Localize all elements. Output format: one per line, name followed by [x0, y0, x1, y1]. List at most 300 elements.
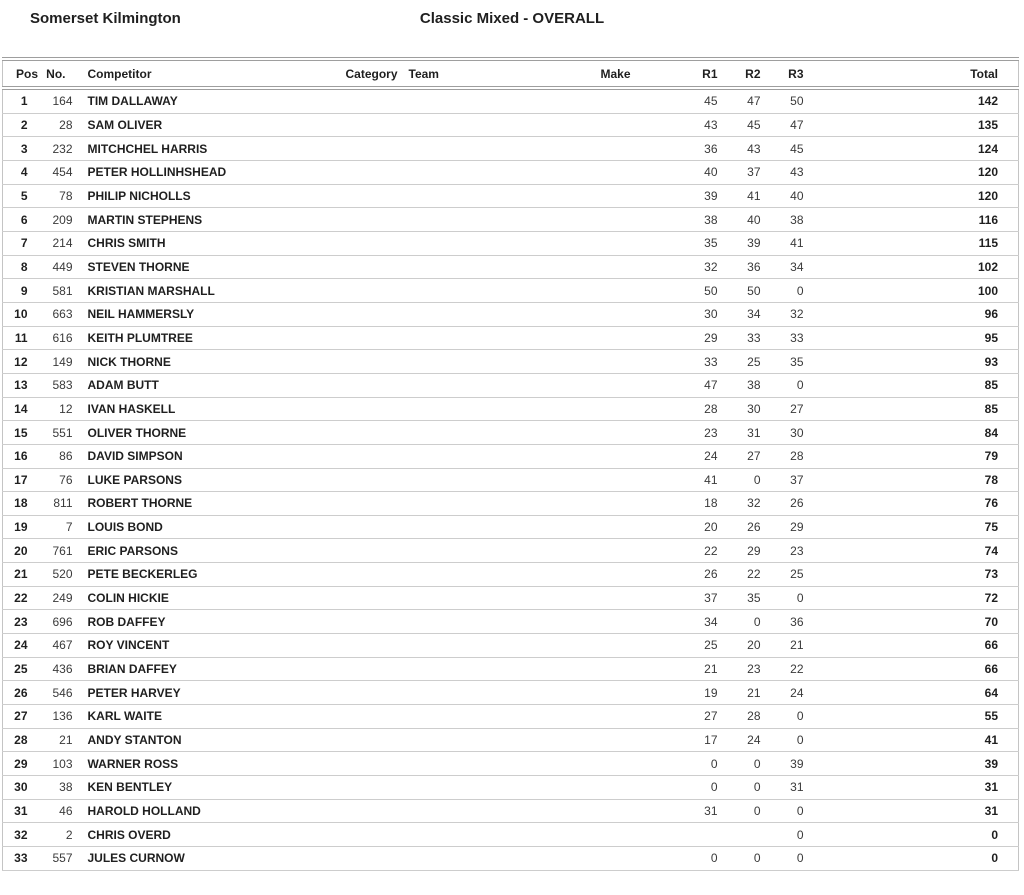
- table-row: [3, 88, 1019, 113]
- cell-no: 86: [31, 444, 73, 468]
- cell-r2: 29: [720, 539, 763, 563]
- cell-total: 74: [806, 539, 1019, 563]
- cell-no: 520: [31, 563, 73, 587]
- cell-r3: 0: [763, 373, 806, 397]
- cell-category: [346, 279, 409, 303]
- table-row: [3, 823, 1019, 847]
- cell-pos: 25: [3, 657, 31, 681]
- cell-r2: 35: [720, 586, 763, 610]
- cell-pos: 20: [3, 539, 31, 563]
- cell-pos: 8: [3, 255, 31, 279]
- cell-make: [601, 563, 661, 587]
- table-row: [3, 255, 1019, 279]
- cell-competitor: ROB DAFFEY: [73, 610, 346, 634]
- cell-r2: 24: [720, 728, 763, 752]
- cell-no: 214: [31, 231, 73, 255]
- cell-r3: 22: [763, 657, 806, 681]
- cell-team: [409, 799, 601, 823]
- cell-r3: 25: [763, 563, 806, 587]
- cell-total: 95: [806, 326, 1019, 350]
- cell-total: 85: [806, 397, 1019, 421]
- column-header-r2: R2: [720, 59, 763, 88]
- cell-no: 2: [31, 823, 73, 847]
- cell-r2: 50: [720, 279, 763, 303]
- cell-make: [601, 279, 661, 303]
- cell-r2: 38: [720, 373, 763, 397]
- cell-make: [601, 610, 661, 634]
- cell-category: [346, 326, 409, 350]
- cell-no: 761: [31, 539, 73, 563]
- cell-team: [409, 681, 601, 705]
- cell-competitor: ROY VINCENT: [73, 634, 346, 658]
- cell-team: [409, 88, 601, 113]
- cell-total: 100: [806, 279, 1019, 303]
- cell-no: 21: [31, 728, 73, 752]
- cell-r2: 37: [720, 160, 763, 184]
- cell-pos: 18: [3, 492, 31, 516]
- event-title: Somerset Kilmington: [30, 10, 181, 27]
- cell-team: [409, 231, 601, 255]
- cell-r2: 0: [720, 610, 763, 634]
- cell-total: 72: [806, 586, 1019, 610]
- cell-competitor: WARNER ROSS: [73, 752, 346, 776]
- cell-total: 66: [806, 657, 1019, 681]
- cell-competitor: LOUIS BOND: [73, 515, 346, 539]
- cell-no: 436: [31, 657, 73, 681]
- cell-r3: 33: [763, 326, 806, 350]
- cell-pos: 19: [3, 515, 31, 539]
- cell-r1: 0: [661, 752, 720, 776]
- cell-r3: 50: [763, 88, 806, 113]
- cell-total: 31: [806, 776, 1019, 800]
- table-row: [3, 468, 1019, 492]
- cell-total: 96: [806, 302, 1019, 326]
- cell-category: [346, 515, 409, 539]
- cell-no: 103: [31, 752, 73, 776]
- cell-pos: 13: [3, 373, 31, 397]
- cell-no: 12: [31, 397, 73, 421]
- cell-r2: 33: [720, 326, 763, 350]
- cell-r2: 36: [720, 255, 763, 279]
- cell-r1: 34: [661, 610, 720, 634]
- cell-team: [409, 705, 601, 729]
- cell-no: 76: [31, 468, 73, 492]
- table-row: [3, 184, 1019, 208]
- cell-total: 64: [806, 681, 1019, 705]
- cell-r2: 0: [720, 799, 763, 823]
- cell-competitor: DAVID SIMPSON: [73, 444, 346, 468]
- table-row: [3, 752, 1019, 776]
- table-row: [3, 634, 1019, 658]
- cell-pos: 4: [3, 160, 31, 184]
- cell-no: 581: [31, 279, 73, 303]
- cell-make: [601, 208, 661, 232]
- cell-total: 41: [806, 728, 1019, 752]
- cell-r3: 35: [763, 350, 806, 374]
- table-row: [3, 539, 1019, 563]
- table-row: [3, 444, 1019, 468]
- cell-pos: 30: [3, 776, 31, 800]
- cell-r3: 0: [763, 586, 806, 610]
- cell-competitor: KARL WAITE: [73, 705, 346, 729]
- cell-r3: 38: [763, 208, 806, 232]
- cell-category: [346, 823, 409, 847]
- cell-category: [346, 705, 409, 729]
- cell-r3: 27: [763, 397, 806, 421]
- table-row: [3, 705, 1019, 729]
- cell-r2: 0: [720, 776, 763, 800]
- cell-category: [346, 657, 409, 681]
- cell-category: [346, 681, 409, 705]
- table-row: [3, 350, 1019, 374]
- cell-competitor: TIM DALLAWAY: [73, 88, 346, 113]
- cell-r1: 17: [661, 728, 720, 752]
- cell-category: [346, 88, 409, 113]
- cell-r1: 50: [661, 279, 720, 303]
- cell-make: [601, 184, 661, 208]
- cell-r2: 32: [720, 492, 763, 516]
- cell-total: 66: [806, 634, 1019, 658]
- table-row: [3, 586, 1019, 610]
- cell-r1: 22: [661, 539, 720, 563]
- table-row: [3, 776, 1019, 800]
- cell-r3: 47: [763, 113, 806, 137]
- cell-category: [346, 113, 409, 137]
- cell-no: 467: [31, 634, 73, 658]
- cell-r2: 45: [720, 113, 763, 137]
- cell-team: [409, 444, 601, 468]
- cell-r1: 24: [661, 444, 720, 468]
- cell-category: [346, 468, 409, 492]
- cell-competitor: PHILIP NICHOLLS: [73, 184, 346, 208]
- cell-total: 102: [806, 255, 1019, 279]
- cell-r3: 0: [763, 799, 806, 823]
- cell-r1: 37: [661, 586, 720, 610]
- cell-pos: 26: [3, 681, 31, 705]
- cell-r1: 20: [661, 515, 720, 539]
- cell-make: [601, 113, 661, 137]
- cell-make: [601, 350, 661, 374]
- cell-r1: 21: [661, 657, 720, 681]
- cell-total: 116: [806, 208, 1019, 232]
- cell-r3: 0: [763, 705, 806, 729]
- cell-r1: 32: [661, 255, 720, 279]
- cell-make: [601, 586, 661, 610]
- cell-r3: 26: [763, 492, 806, 516]
- table-row: [3, 113, 1019, 137]
- cell-competitor: PETER HOLLINHSHEAD: [73, 160, 346, 184]
- cell-no: 557: [31, 847, 73, 871]
- cell-r3: 0: [763, 847, 806, 871]
- cell-r1: 0: [661, 776, 720, 800]
- cell-r1: 45: [661, 88, 720, 113]
- cell-total: 39: [806, 752, 1019, 776]
- cell-r3: 28: [763, 444, 806, 468]
- cell-r2: 0: [720, 468, 763, 492]
- cell-no: 38: [31, 776, 73, 800]
- cell-team: [409, 657, 601, 681]
- cell-r3: 0: [763, 728, 806, 752]
- column-header-total: Total: [806, 59, 1019, 88]
- cell-total: 79: [806, 444, 1019, 468]
- cell-r3: 0: [763, 279, 806, 303]
- cell-category: [346, 492, 409, 516]
- cell-competitor: KRISTIAN MARSHALL: [73, 279, 346, 303]
- cell-make: [601, 231, 661, 255]
- cell-pos: 12: [3, 350, 31, 374]
- column-header-pos: Pos: [3, 59, 31, 88]
- cell-make: [601, 326, 661, 350]
- cell-category: [346, 539, 409, 563]
- cell-r3: 43: [763, 160, 806, 184]
- cell-team: [409, 279, 601, 303]
- cell-make: [601, 137, 661, 161]
- results-table-header: [3, 59, 1019, 88]
- cell-total: 142: [806, 88, 1019, 113]
- cell-competitor: ERIC PARSONS: [73, 539, 346, 563]
- cell-no: 546: [31, 681, 73, 705]
- cell-make: [601, 752, 661, 776]
- cell-category: [346, 302, 409, 326]
- cell-r2: 25: [720, 350, 763, 374]
- table-row: [3, 137, 1019, 161]
- cell-total: 70: [806, 610, 1019, 634]
- cell-make: [601, 515, 661, 539]
- cell-r3: 29: [763, 515, 806, 539]
- column-header-competitor: Competitor: [73, 59, 346, 88]
- cell-make: [601, 728, 661, 752]
- cell-r3: 23: [763, 539, 806, 563]
- cell-team: [409, 350, 601, 374]
- cell-r3: 21: [763, 634, 806, 658]
- cell-total: 93: [806, 350, 1019, 374]
- cell-total: 85: [806, 373, 1019, 397]
- cell-r2: [720, 823, 763, 847]
- cell-r1: [661, 823, 720, 847]
- cell-competitor: PETE BECKERLEG: [73, 563, 346, 587]
- cell-make: [601, 847, 661, 871]
- cell-make: [601, 776, 661, 800]
- cell-total: 78: [806, 468, 1019, 492]
- cell-r1: 39: [661, 184, 720, 208]
- table-row: [3, 657, 1019, 681]
- cell-make: [601, 88, 661, 113]
- cell-team: [409, 113, 601, 137]
- cell-pos: 15: [3, 421, 31, 445]
- cell-no: 696: [31, 610, 73, 634]
- table-row: [3, 492, 1019, 516]
- cell-category: [346, 799, 409, 823]
- cell-r3: 41: [763, 231, 806, 255]
- cell-category: [346, 634, 409, 658]
- cell-competitor: BRIAN DAFFEY: [73, 657, 346, 681]
- cell-r1: 0: [661, 847, 720, 871]
- cell-no: 811: [31, 492, 73, 516]
- cell-r3: 32: [763, 302, 806, 326]
- table-row: [3, 421, 1019, 445]
- cell-r3: 34: [763, 255, 806, 279]
- cell-category: [346, 231, 409, 255]
- cell-team: [409, 421, 601, 445]
- cell-competitor: CHRIS SMITH: [73, 231, 346, 255]
- cell-total: 31: [806, 799, 1019, 823]
- cell-no: 551: [31, 421, 73, 445]
- cell-r3: 39: [763, 752, 806, 776]
- cell-category: [346, 421, 409, 445]
- cell-category: [346, 208, 409, 232]
- results-table-body: [3, 88, 1019, 870]
- cell-no: 209: [31, 208, 73, 232]
- cell-competitor: NICK THORNE: [73, 350, 346, 374]
- column-header-r1: R1: [661, 59, 720, 88]
- cell-team: [409, 823, 601, 847]
- column-header-make: Make: [601, 59, 661, 88]
- cell-r1: 41: [661, 468, 720, 492]
- cell-pos: 7: [3, 231, 31, 255]
- cell-r2: 0: [720, 752, 763, 776]
- table-row: [3, 610, 1019, 634]
- cell-no: 616: [31, 326, 73, 350]
- table-row: [3, 681, 1019, 705]
- cell-make: [601, 302, 661, 326]
- cell-category: [346, 444, 409, 468]
- cell-team: [409, 137, 601, 161]
- cell-pos: 17: [3, 468, 31, 492]
- cell-team: [409, 847, 601, 871]
- cell-total: 120: [806, 184, 1019, 208]
- cell-competitor: KEITH PLUMTREE: [73, 326, 346, 350]
- cell-pos: 5: [3, 184, 31, 208]
- class-title: Classic Mixed - OVERALL: [419, 10, 605, 27]
- cell-pos: 29: [3, 752, 31, 776]
- cell-r3: 31: [763, 776, 806, 800]
- cell-no: 449: [31, 255, 73, 279]
- cell-category: [346, 752, 409, 776]
- cell-total: 76: [806, 492, 1019, 516]
- cell-r3: 24: [763, 681, 806, 705]
- cell-competitor: SAM OLIVER: [73, 113, 346, 137]
- table-row: [3, 279, 1019, 303]
- cell-competitor: ANDY STANTON: [73, 728, 346, 752]
- cell-competitor: JULES CURNOW: [73, 847, 346, 871]
- cell-pos: 1: [3, 88, 31, 113]
- cell-no: 78: [31, 184, 73, 208]
- cell-no: 663: [31, 302, 73, 326]
- column-header-team: Team: [409, 59, 601, 88]
- column-header-r3: R3: [763, 59, 806, 88]
- cell-competitor: ROBERT THORNE: [73, 492, 346, 516]
- cell-pos: 10: [3, 302, 31, 326]
- cell-r2: 47: [720, 88, 763, 113]
- cell-r1: 27: [661, 705, 720, 729]
- cell-no: 249: [31, 586, 73, 610]
- results-table: [2, 57, 1019, 871]
- cell-r2: 21: [720, 681, 763, 705]
- table-row: [3, 397, 1019, 421]
- cell-make: [601, 799, 661, 823]
- cell-r2: 43: [720, 137, 763, 161]
- cell-total: 124: [806, 137, 1019, 161]
- cell-r3: 0: [763, 823, 806, 847]
- results-table-container: [2, 57, 1018, 871]
- cell-r2: 26: [720, 515, 763, 539]
- cell-make: [601, 444, 661, 468]
- cell-r3: 45: [763, 137, 806, 161]
- cell-make: [601, 421, 661, 445]
- table-row: [3, 302, 1019, 326]
- cell-team: [409, 184, 601, 208]
- cell-r2: 39: [720, 231, 763, 255]
- cell-team: [409, 752, 601, 776]
- cell-r1: 28: [661, 397, 720, 421]
- cell-category: [346, 255, 409, 279]
- cell-r2: 22: [720, 563, 763, 587]
- table-row: [3, 515, 1019, 539]
- cell-no: 454: [31, 160, 73, 184]
- cell-r2: 0: [720, 847, 763, 871]
- cell-make: [601, 539, 661, 563]
- cell-team: [409, 728, 601, 752]
- cell-r3: 37: [763, 468, 806, 492]
- cell-team: [409, 468, 601, 492]
- cell-team: [409, 208, 601, 232]
- cell-category: [346, 350, 409, 374]
- cell-category: [346, 397, 409, 421]
- cell-total: 73: [806, 563, 1019, 587]
- table-row: [3, 563, 1019, 587]
- cell-no: 7: [31, 515, 73, 539]
- cell-competitor: CHRIS OVERD: [73, 823, 346, 847]
- cell-competitor: IVAN HASKELL: [73, 397, 346, 421]
- cell-pos: 28: [3, 728, 31, 752]
- cell-pos: 9: [3, 279, 31, 303]
- cell-r1: 47: [661, 373, 720, 397]
- cell-total: 120: [806, 160, 1019, 184]
- cell-pos: 32: [3, 823, 31, 847]
- page-header: [0, 10, 1024, 34]
- cell-make: [601, 397, 661, 421]
- cell-pos: 16: [3, 444, 31, 468]
- cell-pos: 33: [3, 847, 31, 871]
- cell-total: 84: [806, 421, 1019, 445]
- cell-team: [409, 776, 601, 800]
- cell-pos: 24: [3, 634, 31, 658]
- cell-r1: 36: [661, 137, 720, 161]
- cell-team: [409, 586, 601, 610]
- cell-make: [601, 705, 661, 729]
- cell-total: 115: [806, 231, 1019, 255]
- cell-make: [601, 634, 661, 658]
- cell-r3: 36: [763, 610, 806, 634]
- cell-pos: 21: [3, 563, 31, 587]
- cell-category: [346, 776, 409, 800]
- cell-pos: 14: [3, 397, 31, 421]
- cell-r1: 33: [661, 350, 720, 374]
- cell-team: [409, 492, 601, 516]
- cell-no: 232: [31, 137, 73, 161]
- cell-team: [409, 373, 601, 397]
- column-header-no: No.: [31, 59, 73, 88]
- cell-competitor: NEIL HAMMERSLY: [73, 302, 346, 326]
- cell-competitor: OLIVER THORNE: [73, 421, 346, 445]
- cell-r3: 40: [763, 184, 806, 208]
- header-row: [3, 59, 1019, 88]
- cell-no: 46: [31, 799, 73, 823]
- cell-team: [409, 515, 601, 539]
- cell-make: [601, 255, 661, 279]
- cell-total: 135: [806, 113, 1019, 137]
- cell-r3: 30: [763, 421, 806, 445]
